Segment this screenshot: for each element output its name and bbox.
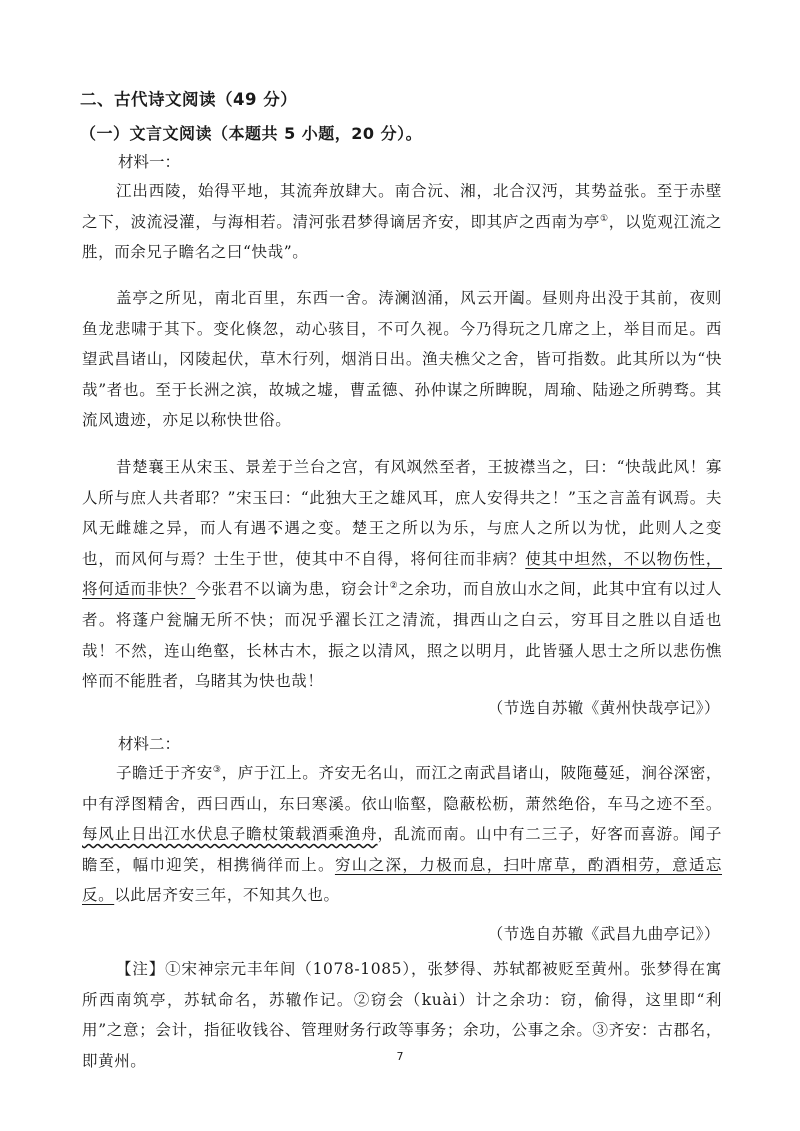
material-one-paragraph-2: 盖亭之所见，南北百里，东西一舍。涛澜汹涌，风云开阖。昼则舟出没于其前，夜则鱼龙悲啸于其下。变化倏忽，动心骇目，不可久视。今乃得玩之几席之上，举目而足。西望武昌诸山，冈陵起伏，草木行列，烟消日出。渔夫樵父之舍，皆可指数。此其所以为“快哉”者也。至于长洲之滨，故城之墟，曹孟德、孙仲谋之所睥睨，周瑜、陆逊之所骋骛。其流风遗迹，亦足以称快世俗。 [82,289,722,430]
text-segment: 不遇之变。楚王之所以为乐，与庶人之所以为忧，此则人之变也，而风何与焉？士生于世，使其中不自得，将何往而非病？ [82,519,722,568]
footnote-marker: ① [600,213,609,224]
text-segment: 子瞻迁于齐安 [116,764,213,782]
text-segment: 江出西陵，始得平地，其流奔放肆大。南合沅、湘，北合汉沔，其势益张。至于赤壁之下，波流浸灌，与海相若。清河张君梦得谪居齐安，即其庐之西南为亭 [82,182,722,231]
section-title: 二、古代诗文阅读（49 分） [80,90,298,109]
material-one-source: （节选自苏辙《黄州快哉亭记》） [487,699,720,717]
underlined-sentence: 穷山之深，力极而息，扫叶席草，酌酒相劳，意适忘反。 [82,855,722,905]
material-two-source: （节选自苏辙《武昌九曲亭记》） [487,925,720,943]
text-segment: 昔楚襄王从宋玉、景差于兰台之宫，有风飒然至者，王披襟当之，曰：“快哉此风！寡人所与庶人共者耶？”宋玉曰：“此独大王之雄风耳，庶人安得共之！”玉之言盖有讽焉。夫风无雌雄之异，而人有 [82,458,722,538]
text-segment: ，乱流而南。山中有二三子，好客而喜游。闻子瞻至，幅巾迎笑，相携徜徉而上。 [82,825,722,874]
material-one-paragraph-3 [82,452,722,697]
material-two-label: 材料二： [118,735,181,753]
text-segment: 今张君不以谪为患，窃会计 [195,580,390,599]
footnote-marker: ② [389,581,399,592]
material-one-paragraph-1 [82,176,722,268]
material-two-paragraph-1 [82,758,722,911]
text-segment: 以此居齐安三年，不知其久也。 [114,886,340,905]
text-segment: ，庐于江上。齐安无名山，而江之南武昌诸山，陂陁蔓延，涧谷深密，中有浮图精舍，西曰西山，东曰寒溪。依山临壑，隐蔽松枥，萧然绝俗，车马之迹不至。 [82,764,723,813]
text-segment: 之余功，而自放山水之间，此其中宜有以过人者。将蓬户瓮牖无所不快；而况乎濯长江之清流，揖西山之白云，穷耳目之胜以自适也哉！不然，连山绝壑，长林古木，振之以清风，照之以明月，此皆骚人思士之所以悲伤憔悴而不能胜者，乌睹其为快也哉！ [82,580,722,691]
footnote-marker: ③ [212,764,222,775]
emphasis-dot-char: 遇 [250,519,268,538]
material-one-label: 材料一： [118,153,181,171]
underlined-sentence: 使其中坦然，不以物伤性，将何适而非快？ [82,549,722,599]
text-segment: ，以览观江流之胜，而余兄子瞻名之曰“快哉”。 [82,212,723,262]
annotation-note: 【注】①宋神宗元丰年间（1078-1085），张梦得、苏轼都被贬至黄州。张梦得在寓所西南筑亭，苏轼命名，苏辙作记。②窃会（kuài）计之余功：窃，偷得，这里即“利用”之意；会计，指征收钱谷、管理财务行政等事务；余功，公事之余。③齐安：古郡名，即黄州。 [82,960,722,1070]
subsection-title: （一）文言文阅读（本题共 5 小题，20 分）。 [80,124,423,143]
wavy-underlined-sentence: 每风止日出江水伏息子瞻杖策载酒乘渔舟 [82,825,378,844]
page-number: 7 [396,1050,404,1063]
